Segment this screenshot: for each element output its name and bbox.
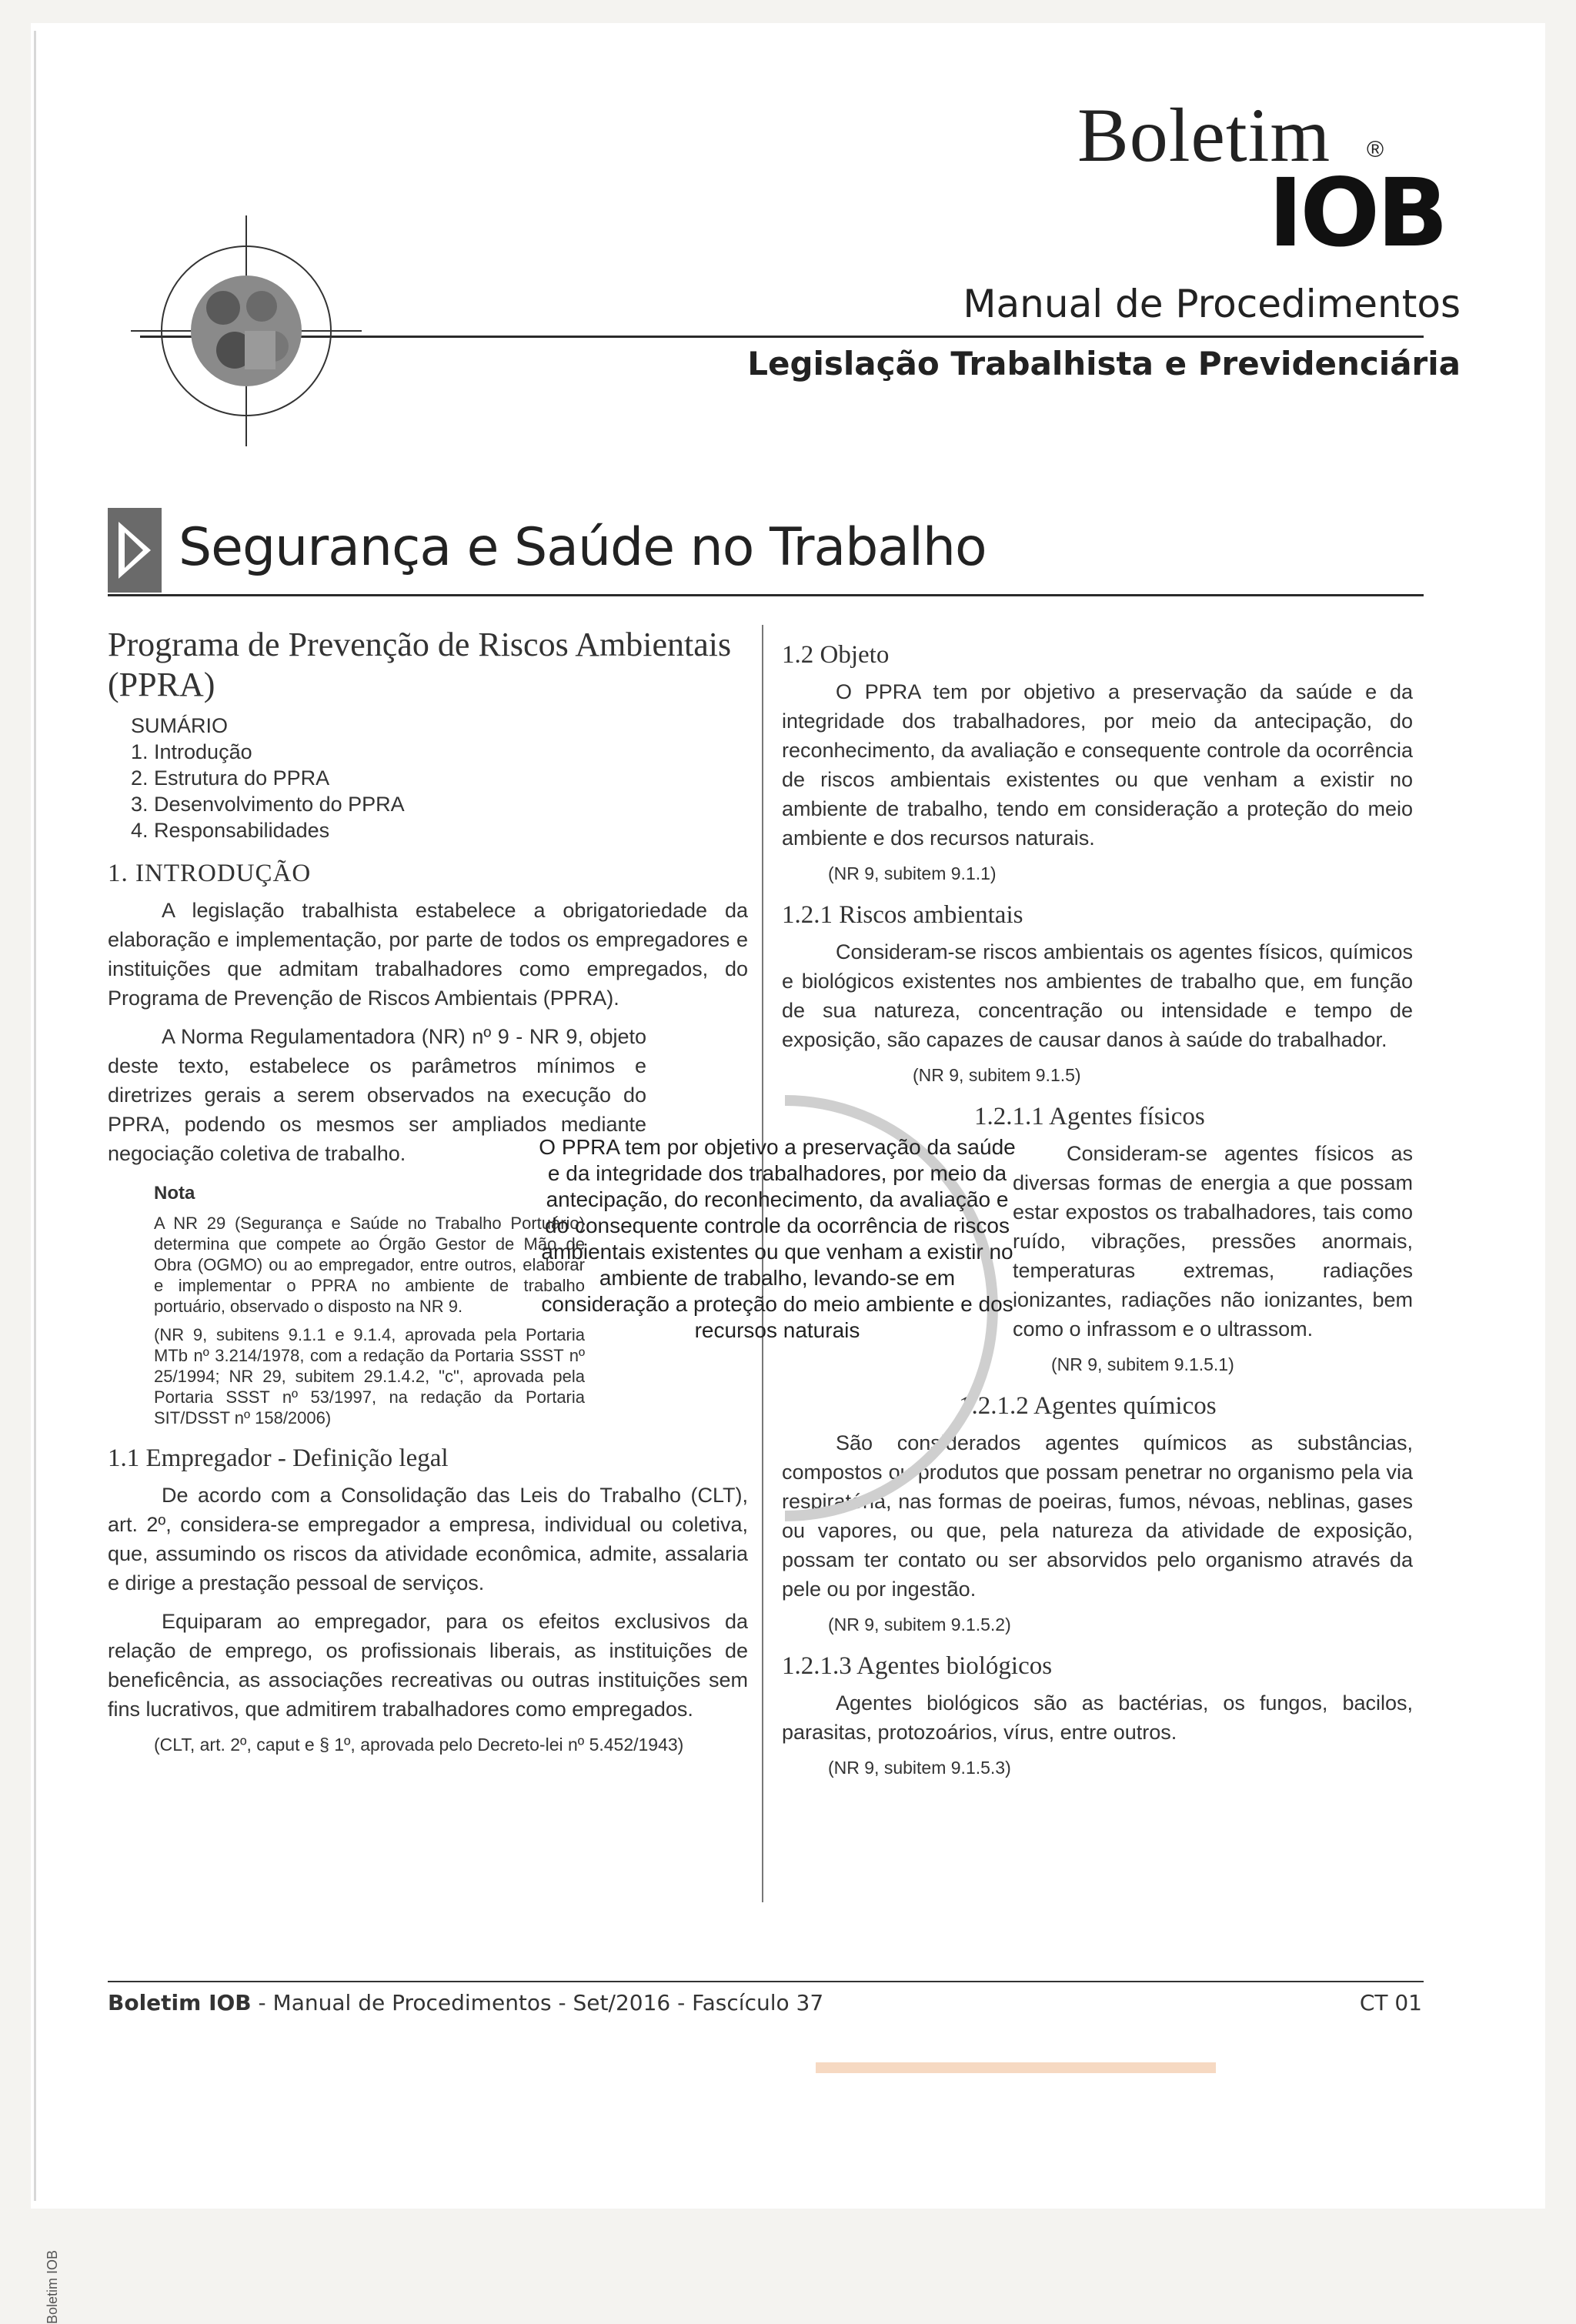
registered-mark: ® (1367, 137, 1384, 162)
employer-reference: (CLT, art. 2º, caput e § 1º, aprovada pelo Decreto-lei nº 5.452/1943) (154, 1735, 684, 1755)
note-text: A NR 29 (Segurança e Saúde no Trabalho Portuário) determina que compete ao Órgão Gestor de Mão de Obra (OGMO) ou ao empregador, entre outros, elaborar e implementar o PPRA no ambiente de trabalho portuário, observado o disposto na NR 9. (154, 1214, 585, 1316)
footer-divider (108, 1981, 1424, 1982)
scan-artifact (816, 2062, 1216, 2073)
summary-item: 4. Responsabilidades (131, 819, 330, 842)
manual-title: Manual de Procedimentos (963, 282, 1461, 326)
physical-agents-heading: 1.2.1.1 Agentes físicos (974, 1103, 1205, 1130)
summary-item: 2. Estrutura do PPRA (131, 766, 330, 790)
brand-name: Boletim (1077, 92, 1331, 178)
page-number: CT 01 (1359, 1990, 1422, 2015)
risks-paragraph: Consideram-se riscos ambientais os agentes físicos, químicos e biológicos existentes nos ambientes de trabalho que, em função de sua natureza, concentração ou intensidade e tempo de exposição, são capazes de causar danos à saúde do trabalhador. (782, 940, 1413, 1051)
summary-list (131, 713, 748, 843)
spine-label: Boletim IOB (45, 2249, 60, 2324)
objective-paragraph: O PPRA tem por objetivo a preservação da saúde e da integridade dos trabalhadores, por meio da antecipação, do reconhecimento, da avaliação e consequente controle da ocorrência de riscos ambientais existentes ou que venham a existir no ambiente de trabalho, tendo em consideração a proteção do meio ambiente e dos recursos naturais. (782, 680, 1413, 850)
footer-info (108, 1990, 823, 2015)
chemical-agents-reference: (NR 9, subitem 9.1.5.2) (828, 1614, 1011, 1634)
summary-item: 3. Desenvolvimento do PPRA (131, 793, 405, 816)
biological-agents-heading: 1.2.1.3 Agentes biológicos (782, 1652, 1053, 1680)
note-label: Nota (154, 1183, 195, 1204)
employer-paragraph: De acordo com a Consolidação das Leis do Trabalho (CLT), art. 2º, considera-se empregador a empresa, individual ou coletiva, que, assumindo os riscos da atividade econômica, admite, assalaria e dirige a prestação pessoal de serviços. (108, 1484, 748, 1594)
chemical-agents-heading: 1.2.1.2 Agentes químicos (959, 1392, 1217, 1420)
objective-heading: 1.2 Objeto (782, 641, 890, 669)
objective-reference: (NR 9, subitem 9.1.1) (828, 863, 997, 883)
biological-agents-reference: (NR 9, subitem 9.1.5.3) (828, 1758, 1011, 1778)
category-title: Legislação Trabalhista e Previdenciária (747, 345, 1461, 382)
note-reference: (NR 9, subitens 9.1.1 e 9.1.4, aprovada pela Portaria MTb nº 3.214/1978, com a redação da Portaria SSST nº 25/1994; NR 29, subitem 29.1.4.2, "c", aprovada pela Portaria SSST nº 53/1997, na redação da Portaria SIT/DSST nº 158/2006) (154, 1325, 585, 1427)
footer-brand: Boletim IOB (108, 1990, 252, 2015)
physical-agents-reference: (NR 9, subitem 9.1.5.1) (1051, 1354, 1234, 1374)
section-arrow-icon (108, 508, 162, 593)
risks-heading: 1.2.1 Riscos ambientais (782, 901, 1023, 929)
intro-paragraph: A Norma Regulamentadora (NR) nº 9 - NR 9, objeto deste texto, estabelece os parâmetros mínimos e diretrizes gerais a serem observados na execução do PPRA, podendo os mesmos ser ampliados mediante negociação coletiva de trabalho. (108, 1025, 646, 1165)
intro-paragraph: A legislação trabalhista estabelece a obrigatoriedade da elaboração e implementação, por parte de todos os empregadores e instituições que admitam trabalhadores como empregados, do Programa de Prevenção de Riscos Ambientais (PPRA). (108, 899, 748, 1010)
brand-logo: IOB (1268, 159, 1446, 268)
intro-heading: 1. INTRODUÇÃO (108, 860, 312, 887)
section-title: Segurança e Saúde no Trabalho (179, 517, 987, 578)
pull-quote: O PPRA tem por objetivo a preservação da saúde e da integridade dos trabalhadores, por meio da antecipação, do reconhecimento, da avaliação e do consequente controle da ocorrência de riscos ambientais existentes ou que venham a existir no ambiente de trabalho, levando-se em consideração a proteção do meio ambiente e dos recursos naturais (539, 1135, 1016, 1342)
biological-agents-paragraph: Agentes biológicos são as bactérias, os fungos, bacilos, parasitas, protozoários, vírus, entre outros. (782, 1691, 1413, 1744)
binding-edge (34, 31, 36, 2201)
section-divider (108, 594, 1424, 596)
employer-heading: 1.1 Empregador - Definição legal (108, 1444, 449, 1472)
employer-paragraph: Equiparam ao empregador, para os efeitos exclusivos da relação de emprego, os profissionais liberais, as instituições de beneficência, as associações recreativas ou outras instituições sem fins lucrativos, que admitirem trabalhadores como empregados. (108, 1610, 748, 1721)
program-title: Programa de Prevenção de Riscos Ambientais (PPRA) (108, 626, 732, 703)
summary-heading: SUMÁRIO (131, 714, 229, 737)
chemical-agents-paragraph: São considerados agentes químicos as substâncias, compostos ou produtos que possam penetrar no organismo pela via respiratória, nas formas de poeiras, fumos, névoas, neblinas, gases ou vapores, ou que, pela natureza da atividade de exposição, possam ter contato ou ser absorvidos pelo organismo através da pele ou por ingestão. (782, 1431, 1413, 1601)
physical-agents-paragraph: Consideram-se agentes físicos as diversas formas de energia a que possam estar expostos os trabalhadores, tais como ruído, vibrações, pressões anormais, temperaturas extremas, radiações ionizantes, radiações não ionizantes, bem como o infrassom e o ultrassom. (1013, 1142, 1413, 1341)
footer-details: - Manual de Procedimentos - Set/2016 - Fascículo 37 (251, 1990, 824, 2015)
summary-item: 1. Introdução (131, 740, 252, 763)
crosshair-emblem-icon (131, 215, 362, 446)
risks-reference: (NR 9, subitem 9.1.5) (913, 1065, 1081, 1085)
